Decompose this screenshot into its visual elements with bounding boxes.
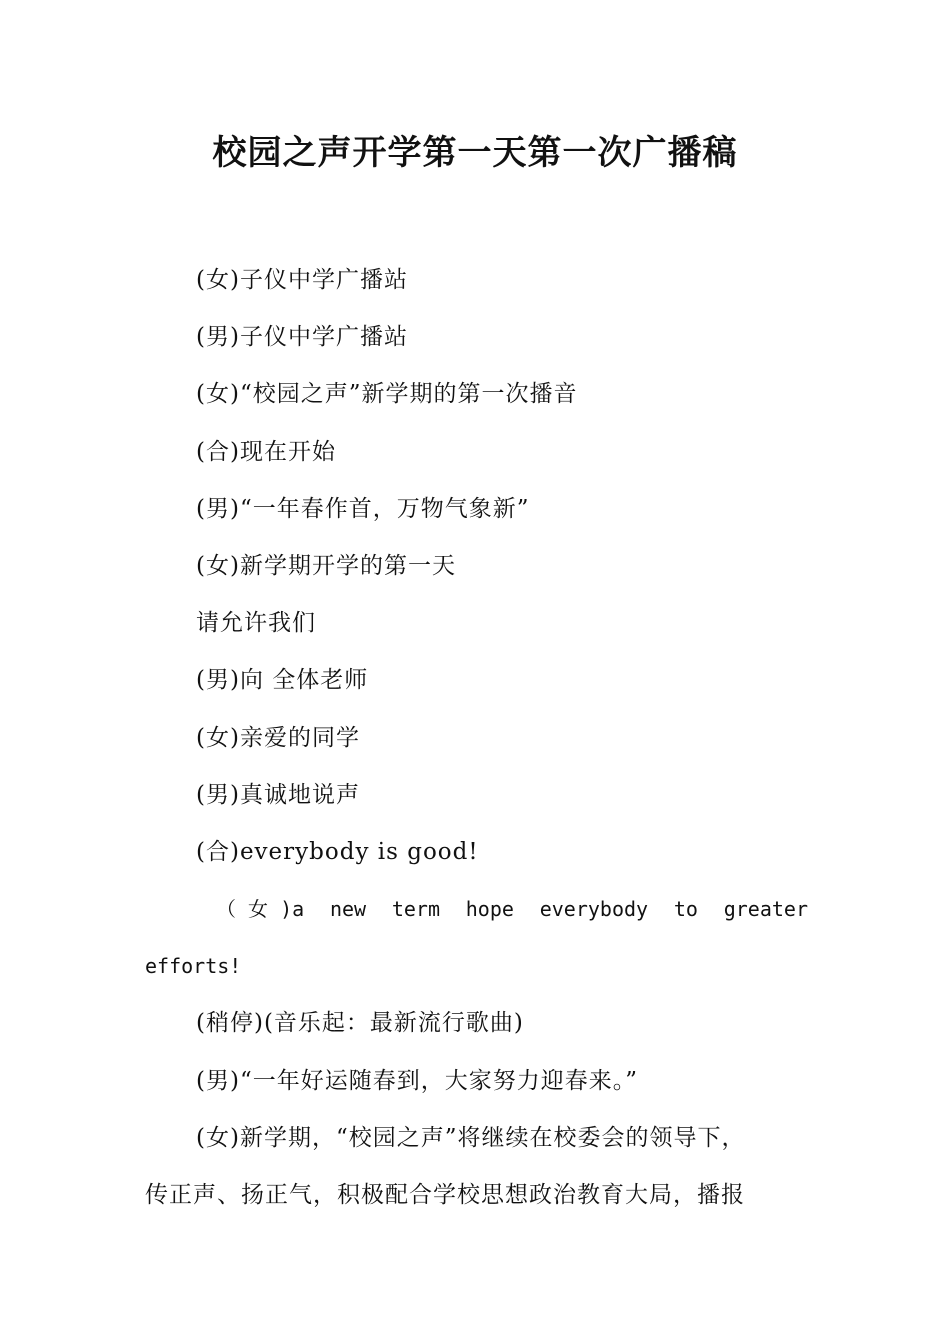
paragraph-line: (女)亲爱的同学 <box>196 724 360 751</box>
paragraph-line: (女)“校园之声”新学期的第一次播音 <box>196 381 578 408</box>
paragraph-line: (男)向 全体老师 <box>196 667 369 694</box>
paragraph-continuation: 传正声、扬正气，积极配合学校思想政治教育大局，播报 <box>145 1182 745 1208</box>
paragraph-line: (男)真诚地说声 <box>196 781 360 808</box>
word: （ 女 )a <box>216 897 305 922</box>
paragraph-line: (稍停)(音乐起：最新流行歌曲) <box>196 1010 524 1037</box>
paragraph-line: (合)everybody is good! <box>196 838 479 865</box>
paragraph-line: (男)“一年春作首，万物气象新” <box>196 495 530 522</box>
paragraph-line: (女)新学期，“校园之声”将继续在校委会的领导下， <box>196 1124 746 1151</box>
word: everybody <box>539 897 649 922</box>
paragraph-line: 请允许我们 <box>196 610 316 637</box>
paragraph-continuation: efforts! <box>145 954 242 979</box>
document-body <box>145 252 808 1224</box>
paragraph-line: (男)子仪中学广播站 <box>196 324 408 351</box>
word: greater <box>723 897 808 922</box>
word: new <box>329 897 367 922</box>
word: to <box>673 897 698 922</box>
document-title: 校园之声开学第一天第一次广播稿 <box>212 133 738 173</box>
justified-paragraph-line <box>145 881 808 938</box>
paragraph-line: (男)“一年好运随春到，大家努力迎春来。” <box>196 1067 638 1094</box>
paragraph-line: (女)新学期开学的第一天 <box>196 552 456 579</box>
paragraph-line: (女)子仪中学广播站 <box>196 267 408 293</box>
word: term <box>391 897 440 922</box>
word: hope <box>465 897 514 922</box>
paragraph-line: (合)现在开始 <box>196 438 336 465</box>
